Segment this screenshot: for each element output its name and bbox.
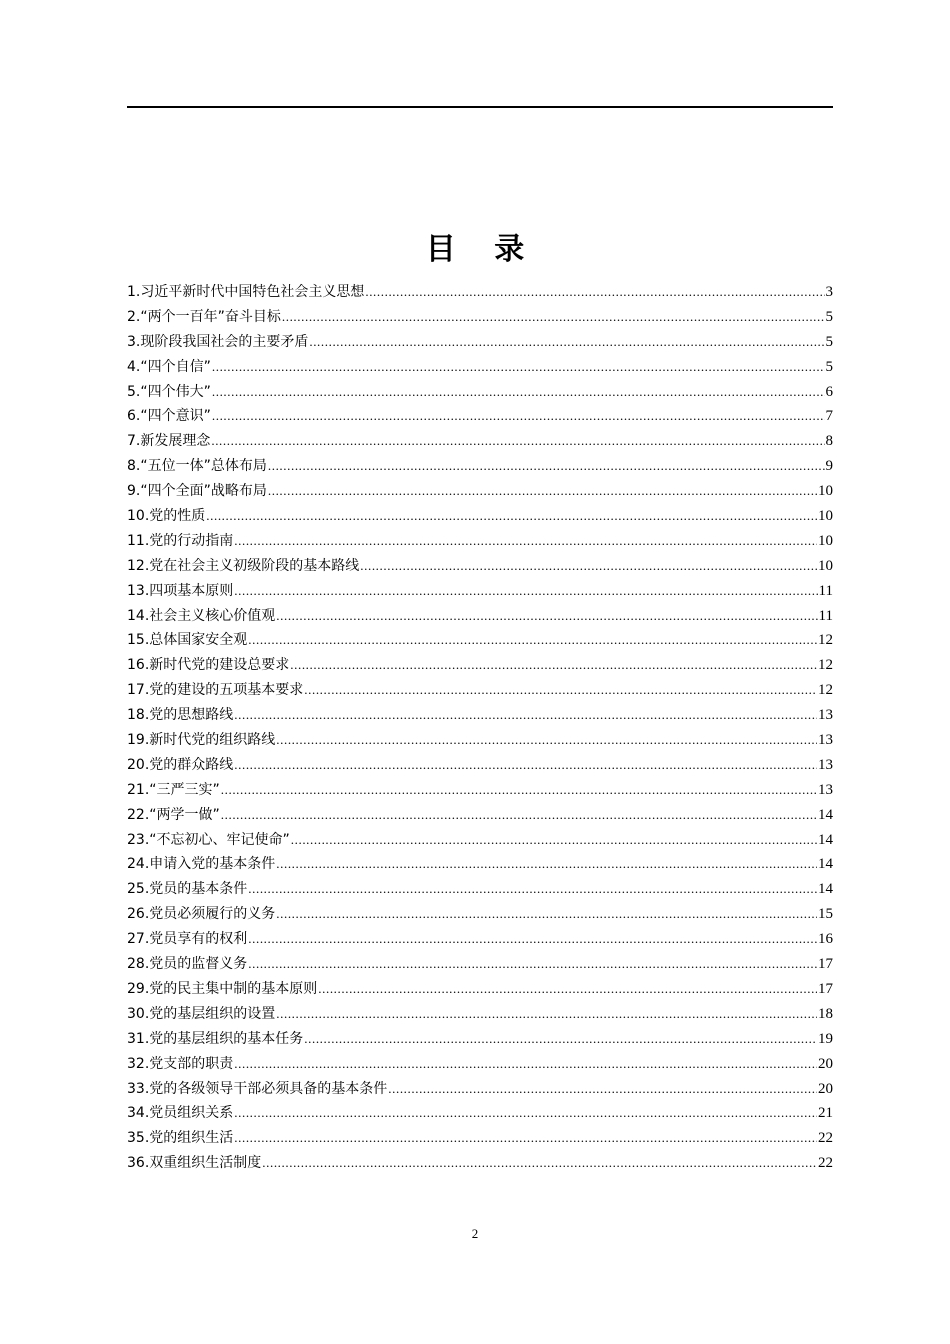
toc-dot-leader: [304, 678, 817, 703]
toc-dot-leader: [234, 753, 817, 778]
toc-entry[interactable]: [127, 280, 833, 305]
toc-entry-page: 10: [818, 508, 833, 525]
toc-entry[interactable]: [127, 653, 833, 678]
toc-dot-leader: [318, 977, 817, 1002]
toc-entry[interactable]: [127, 1101, 833, 1126]
toc-entry-title: 28.党员的监督义务: [127, 956, 248, 973]
toc-dot-leader: [212, 380, 825, 405]
toc-entry[interactable]: [127, 1126, 833, 1151]
toc-entry-page: 3: [825, 284, 833, 300]
toc-entry-title: 10.党的性质: [127, 508, 206, 525]
toc-entry-title: 1.习近平新时代中国特色社会主义思想: [127, 284, 365, 300]
toc-entry-page: 10: [818, 557, 833, 574]
toc-entry-page: 5: [825, 358, 833, 375]
toc-entry[interactable]: [127, 529, 833, 554]
toc-entry[interactable]: [127, 1151, 833, 1176]
toc-dot-leader: [206, 504, 817, 529]
toc-entry-page: 14: [818, 806, 833, 823]
toc-dot-leader: [291, 828, 817, 853]
toc-dot-leader: [221, 778, 817, 803]
toc-dot-leader: [309, 330, 824, 355]
toc-dot-leader: [360, 554, 817, 579]
toc-entry-page: 14: [818, 831, 833, 848]
toc-dot-leader: [234, 703, 817, 728]
toc-entry-page: 5: [825, 333, 833, 350]
toc-entry-title: 23.“不忘初心、牢记使命”: [127, 831, 290, 848]
toc-dot-leader: [234, 1101, 817, 1126]
toc-entry-page: 22: [818, 1155, 833, 1172]
toc-dot-leader: [268, 479, 817, 504]
toc-entry-page: 12: [818, 682, 833, 699]
toc-entry-page: 16: [818, 931, 833, 948]
toc-entry[interactable]: [127, 330, 833, 355]
toc-entry-page: 13: [818, 732, 833, 749]
toc-entry[interactable]: [127, 504, 833, 529]
toc-entry[interactable]: [127, 1027, 833, 1052]
toc-entry-title: 31.党的基层组织的基本任务: [127, 1030, 304, 1047]
toc-entry-page: 18: [818, 1005, 833, 1022]
toc-dot-leader: [234, 579, 817, 604]
toc-entry[interactable]: [127, 429, 833, 454]
toc-dot-leader: [290, 653, 817, 678]
toc-entry-page: 5: [825, 308, 833, 325]
toc-entry[interactable]: [127, 678, 833, 703]
toc-entry-title: 29.党的民主集中制的基本原则: [127, 980, 318, 997]
toc-entry-page: 15: [818, 906, 833, 923]
toc-entry[interactable]: [127, 554, 833, 579]
toc-entry[interactable]: [127, 1002, 833, 1027]
toc-entry[interactable]: [127, 927, 833, 952]
toc-entry-page: 13: [818, 756, 833, 773]
toc-entry-title: 9.“四个全面”战略布局: [127, 483, 267, 500]
toc-entry-page: 10: [818, 532, 833, 549]
toc-entry-title: 24.申请入党的基本条件: [127, 856, 276, 873]
toc-entry-page: 14: [818, 856, 833, 873]
toc-dot-leader: [388, 1077, 817, 1102]
toc-entry-title: 19.新时代党的组织路线: [127, 732, 276, 749]
toc-dot-leader: [234, 1052, 817, 1077]
toc-entry-title: 6.“四个意识”: [127, 408, 211, 425]
toc-entry-page: 12: [818, 657, 833, 674]
toc-entry-page: 12: [818, 632, 833, 649]
toc-entry[interactable]: [127, 1077, 833, 1102]
toc-entry[interactable]: [127, 380, 833, 405]
toc-entry-page: 11: [818, 582, 833, 599]
toc-entry[interactable]: [127, 728, 833, 753]
toc-dot-leader: [212, 404, 825, 429]
toc-entry[interactable]: [127, 579, 833, 604]
toc-dot-leader: [276, 852, 817, 877]
toc-entry-title: 33.党的各级领导干部必须具备的基本条件: [127, 1080, 388, 1097]
toc-dot-leader: [262, 1151, 817, 1176]
toc-entry[interactable]: [127, 479, 833, 504]
toc-entry-page: 14: [818, 881, 833, 898]
toc-dot-leader: [268, 454, 825, 479]
toc-dot-leader: [248, 877, 817, 902]
toc-entry-page: 9: [825, 458, 833, 475]
toc-entry-title: 26.党员必须履行的义务: [127, 906, 276, 923]
toc-dot-leader: [248, 927, 817, 952]
toc-entry-title: 21.“三严三实”: [127, 781, 220, 798]
toc-entry-title: 11.党的行动指南: [127, 532, 234, 549]
toc-entry[interactable]: [127, 1052, 833, 1077]
toc-entry-title: 4.“四个自信”: [127, 358, 211, 375]
toc-dot-leader: [276, 604, 817, 629]
toc-entry-title: 25.党员的基本条件: [127, 881, 248, 898]
toc-entry[interactable]: [127, 404, 833, 429]
toc-entry-page: 20: [818, 1080, 833, 1097]
toc-entry-title: 17.党的建设的五项基本要求: [127, 682, 304, 699]
toc-entry-title: 30.党的基层组织的设置: [127, 1005, 276, 1022]
toc-entry[interactable]: [127, 305, 833, 330]
toc-dot-leader: [248, 952, 817, 977]
toc-entry-title: 14.社会主义核心价值观: [127, 607, 276, 624]
toc-entry[interactable]: [127, 604, 833, 629]
toc-dot-leader: [365, 280, 824, 305]
toc-entry-title: 18.党的思想路线: [127, 707, 234, 724]
toc-dot-leader: [234, 1126, 817, 1151]
toc-entry-title: 8.“五位一体”总体布局: [127, 458, 267, 475]
toc-entry[interactable]: [127, 902, 833, 927]
toc-entry-title: 20.党的群众路线: [127, 756, 234, 773]
toc-dot-leader: [212, 355, 825, 380]
toc-dot-leader: [282, 305, 825, 330]
toc-dot-leader: [248, 628, 817, 653]
header-rule: [127, 106, 833, 108]
toc-entry-title: 22.“两学一做”: [127, 806, 220, 823]
toc-entry-page: 8: [825, 433, 833, 450]
toc-entry[interactable]: [127, 828, 833, 853]
toc-title: 目 录: [425, 232, 539, 267]
toc-entry-title: 35.党的组织生活: [127, 1130, 234, 1147]
toc-dot-leader: [276, 902, 817, 927]
toc-dot-leader: [304, 1027, 817, 1052]
toc-entry[interactable]: [127, 803, 833, 828]
page-number: 2: [471, 1226, 479, 1241]
toc-entry-title: 16.新时代党的建设总要求: [127, 657, 290, 674]
toc-entry-page: 11: [818, 607, 833, 624]
toc-entry-title: 34.党员组织关系: [127, 1105, 234, 1122]
toc-entry-page: 17: [818, 956, 833, 973]
toc-dot-leader: [234, 529, 817, 554]
toc-entry[interactable]: [127, 355, 833, 380]
toc-entry-page: 20: [818, 1055, 833, 1072]
toc-entry[interactable]: [127, 778, 833, 803]
toc-entry[interactable]: [127, 703, 833, 728]
toc-entry[interactable]: [127, 628, 833, 653]
toc-entry-title: 2.“两个一百年”奋斗目标: [127, 308, 281, 325]
toc-entry-title: 15.总体国家安全观: [127, 632, 248, 649]
toc-entry-page: 21: [818, 1105, 833, 1122]
toc-entry[interactable]: [127, 877, 833, 902]
toc-dot-leader: [211, 429, 824, 454]
toc-entry[interactable]: [127, 454, 833, 479]
toc-entry-title: 32.党支部的职责: [127, 1055, 234, 1072]
toc-entry-title: 13.四项基本原则: [127, 582, 234, 599]
toc-dot-leader: [276, 1002, 817, 1027]
toc-entry-title: 36.双重组织生活制度: [127, 1155, 262, 1172]
toc-dot-leader: [276, 728, 817, 753]
toc-entry-page: 10: [818, 483, 833, 500]
toc-entry-page: 22: [818, 1130, 833, 1147]
toc-entry-page: 19: [818, 1030, 833, 1047]
toc-entry-title: 7.新发展理念: [127, 433, 211, 450]
toc-entry-title: 27.党员享有的权利: [127, 931, 248, 948]
toc-entry-title: 3.现阶段我国社会的主要矛盾: [127, 333, 309, 350]
toc-entry-title: 5.“四个伟大”: [127, 383, 211, 400]
toc-entry[interactable]: [127, 852, 833, 877]
toc-list: [127, 280, 833, 1176]
toc-entry-title: 12.党在社会主义初级阶段的基本路线: [127, 557, 360, 574]
toc-entry-page: 13: [818, 781, 833, 798]
toc-entry[interactable]: [127, 977, 833, 1002]
toc-entry-page: 17: [818, 980, 833, 997]
toc-dot-leader: [221, 803, 817, 828]
toc-entry[interactable]: [127, 952, 833, 977]
toc-entry-page: 13: [818, 707, 833, 724]
toc-entry[interactable]: [127, 753, 833, 778]
toc-entry-page: 6: [825, 383, 833, 400]
toc-entry-page: 7: [825, 408, 833, 425]
